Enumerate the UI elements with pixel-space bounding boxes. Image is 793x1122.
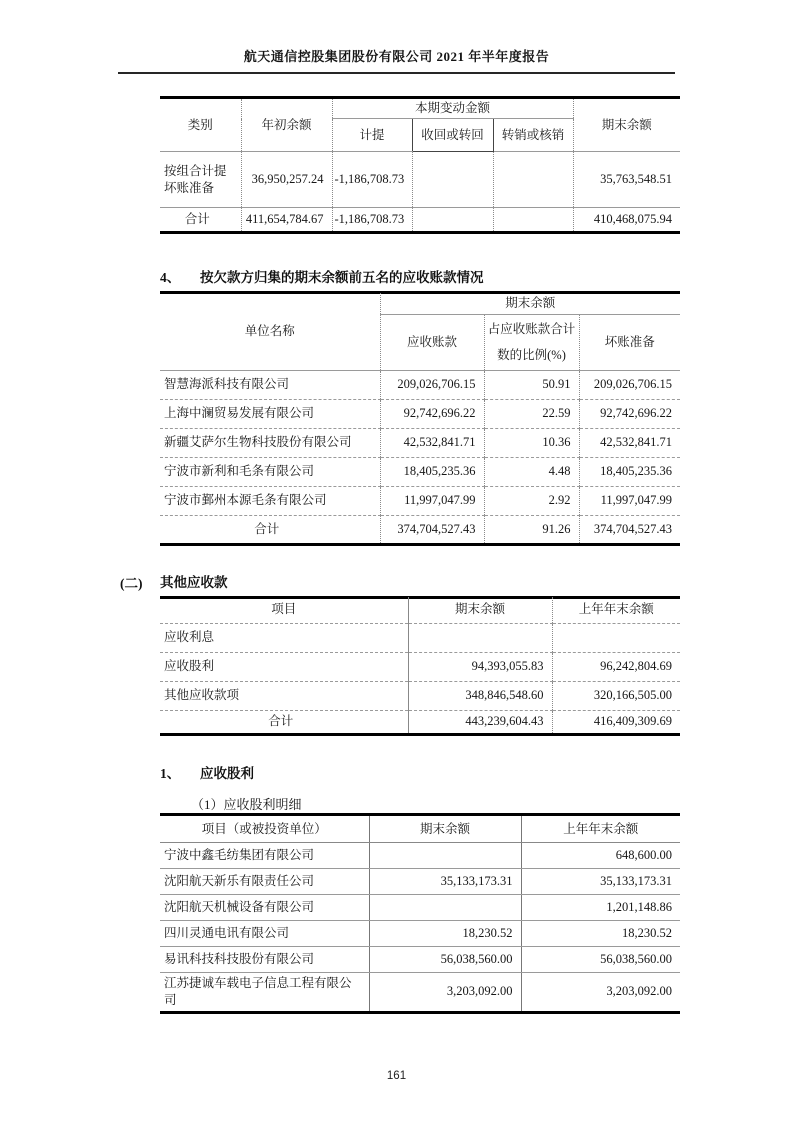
row-label-cell: 沈阳航天新乐有限责任公司: [160, 869, 369, 895]
value-cell: [493, 208, 573, 233]
value-cell: 320,166,505.00: [552, 681, 680, 710]
table-row: [160, 370, 680, 399]
row-label-cell: 新疆艾萨尔生物科技股份有限公司: [160, 428, 380, 457]
section-other-receivables-heading: 其他应收款: [160, 571, 680, 599]
value-cell: 18,405,235.36: [380, 457, 484, 486]
value-cell: 22.59: [484, 399, 579, 428]
col-header-accounts-receivable: 应收账款: [380, 314, 484, 370]
table-row: [160, 947, 680, 973]
value-cell: 10.36: [484, 428, 579, 457]
value-cell: 209,026,706.15: [579, 370, 680, 399]
row-label-cell: 应收利息: [160, 623, 408, 652]
table-row: [160, 152, 680, 208]
value-cell: 56,038,560.00: [369, 947, 521, 973]
table-row: [160, 681, 680, 710]
value-cell: 1,201,148.86: [521, 895, 680, 921]
value-cell: [412, 208, 493, 233]
value-cell: 443,239,604.43: [408, 710, 552, 734]
table-row: [160, 457, 680, 486]
value-cell: 410,468,075.94: [573, 208, 680, 233]
value-cell: 411,654,784.67: [241, 208, 332, 233]
table-row: [160, 428, 680, 457]
table-row: [160, 843, 680, 869]
section-other-receivables-marker: (二): [120, 576, 143, 591]
col-header-bad-debt-provision: 坏账准备: [579, 314, 680, 370]
col-header-unit-name: 单位名称: [160, 293, 380, 370]
value-cell: 42,532,841.71: [579, 428, 680, 457]
table-row: [160, 623, 680, 652]
other-receivables-table: [160, 597, 680, 736]
dividends-receivable-table: [160, 813, 680, 1014]
row-label-cell: 沈阳航天机械设备有限公司: [160, 895, 369, 921]
value-cell: 50.91: [484, 370, 579, 399]
col-header-category: 类别: [160, 98, 241, 152]
value-cell: [369, 895, 521, 921]
col-header-current-change-group: 本期变动金额: [332, 98, 573, 119]
value-cell: -1,186,708.73: [332, 152, 412, 208]
col-header-ending-balance-group: 期末余额: [380, 293, 680, 314]
value-cell: 3,203,092.00: [521, 973, 680, 1013]
value-cell: 35,133,173.31: [521, 869, 680, 895]
table-row: [160, 973, 680, 1013]
section-dividends-heading: [160, 762, 254, 782]
row-label-cell: 宁波市鄞州本源毛条有限公司: [160, 486, 380, 515]
row-label-cell: 按组合计提坏账准备: [160, 152, 241, 208]
value-cell: [493, 152, 573, 208]
value-cell: 3,203,092.00: [369, 973, 521, 1013]
value-cell: [412, 152, 493, 208]
value-cell: 36,950,257.24: [241, 152, 332, 208]
section-title: 应收股利: [200, 766, 254, 781]
value-cell: 42,532,841.71: [380, 428, 484, 457]
value-cell: [408, 623, 552, 652]
table-row: [160, 208, 680, 233]
table-row: [160, 921, 680, 947]
value-cell: 416,409,309.69: [552, 710, 680, 734]
table-row: [160, 895, 680, 921]
value-cell: 348,846,548.60: [408, 681, 552, 710]
value-cell: 35,133,173.31: [369, 869, 521, 895]
value-cell: 96,242,804.69: [552, 652, 680, 681]
value-cell: 11,997,047.99: [579, 486, 680, 515]
table-row: [160, 869, 680, 895]
table-row: [160, 399, 680, 428]
section-top5-heading: [160, 266, 680, 294]
value-cell: [369, 843, 521, 869]
report-header-title: 航天通信控股集团股份有限公司 2021 年半年度报告: [118, 46, 675, 74]
row-label-cell: 宁波中鑫毛纺集团有限公司: [160, 843, 369, 869]
table-row: [160, 710, 680, 734]
section-title: 按欠款方归集的期末余额前五名的应收账款情况: [200, 270, 484, 285]
value-cell: 56,038,560.00: [521, 947, 680, 973]
col-header-writeoff: 转销或核销: [493, 119, 573, 152]
row-label-cell: 宁波市新利和毛条有限公司: [160, 457, 380, 486]
section-number: 4、: [160, 270, 181, 285]
value-cell: 92,742,696.22: [579, 399, 680, 428]
row-label-cell: 合计: [254, 521, 280, 536]
col-header-accrual: 计提: [332, 119, 412, 152]
col-header-beginning-balance: 年初余额: [241, 98, 332, 152]
row-label-cell: 应收股利: [160, 652, 408, 681]
row-label-cell: 智慧海派科技有限公司: [160, 370, 380, 399]
value-cell: 2.92: [484, 486, 579, 515]
row-label-cell: 其他应收款项: [160, 681, 408, 710]
value-cell: 18,405,235.36: [579, 457, 680, 486]
row-label-cell: 上海中澜贸易发展有限公司: [160, 399, 380, 428]
table-row: [160, 486, 680, 515]
value-cell: 648,600.00: [521, 843, 680, 869]
value-cell: 35,763,548.51: [573, 152, 680, 208]
table-row: [160, 515, 680, 544]
table-row: [160, 652, 680, 681]
col-header-prior-year-end-balance: 上年年末余额: [552, 597, 680, 623]
value-cell: 18,230.52: [369, 921, 521, 947]
row-label-cell: 江苏捷诚车载电子信息工程有限公司: [164, 976, 352, 1007]
value-cell: 18,230.52: [521, 921, 680, 947]
page-number: 161: [386, 1070, 407, 1082]
col-header-ratio: 占应收账款合计数的比例(%): [484, 314, 579, 370]
col-header-ending-balance: 期末余额: [369, 815, 521, 843]
value-cell: 4.48: [484, 457, 579, 486]
row-label-cell: 合计: [268, 714, 294, 729]
value-cell: [552, 623, 680, 652]
bad-debt-provision-table: [160, 96, 680, 234]
row-label-cell: 四川灵通电讯有限公司: [160, 921, 369, 947]
col-header-ending-balance: 期末余额: [573, 98, 680, 152]
col-header-ending-balance: 期末余额: [408, 597, 552, 623]
row-label-cell: 合计: [184, 212, 210, 227]
section-number: 1、: [160, 766, 181, 781]
value-cell: 91.26: [484, 515, 579, 544]
value-cell: 374,704,527.43: [579, 515, 680, 544]
value-cell: 92,742,696.22: [380, 399, 484, 428]
col-header-item: 项目: [160, 597, 408, 623]
row-label-cell: 易讯科技科技股份有限公司: [160, 947, 369, 973]
value-cell: 209,026,706.15: [380, 370, 484, 399]
col-header-item: 项目（或被投资单位）: [160, 815, 369, 843]
subsection-dividends-detail-title: （1）应收股利明细: [191, 797, 302, 812]
top5-receivables-table: [160, 293, 680, 546]
col-header-recover-or-reverse: 收回或转回: [412, 119, 493, 152]
value-cell: 374,704,527.43: [380, 515, 484, 544]
col-header-prior-year-end-balance: 上年年末余额: [521, 815, 680, 843]
value-cell: 94,393,055.83: [408, 652, 552, 681]
value-cell: 11,997,047.99: [380, 486, 484, 515]
value-cell: -1,186,708.73: [332, 208, 412, 233]
